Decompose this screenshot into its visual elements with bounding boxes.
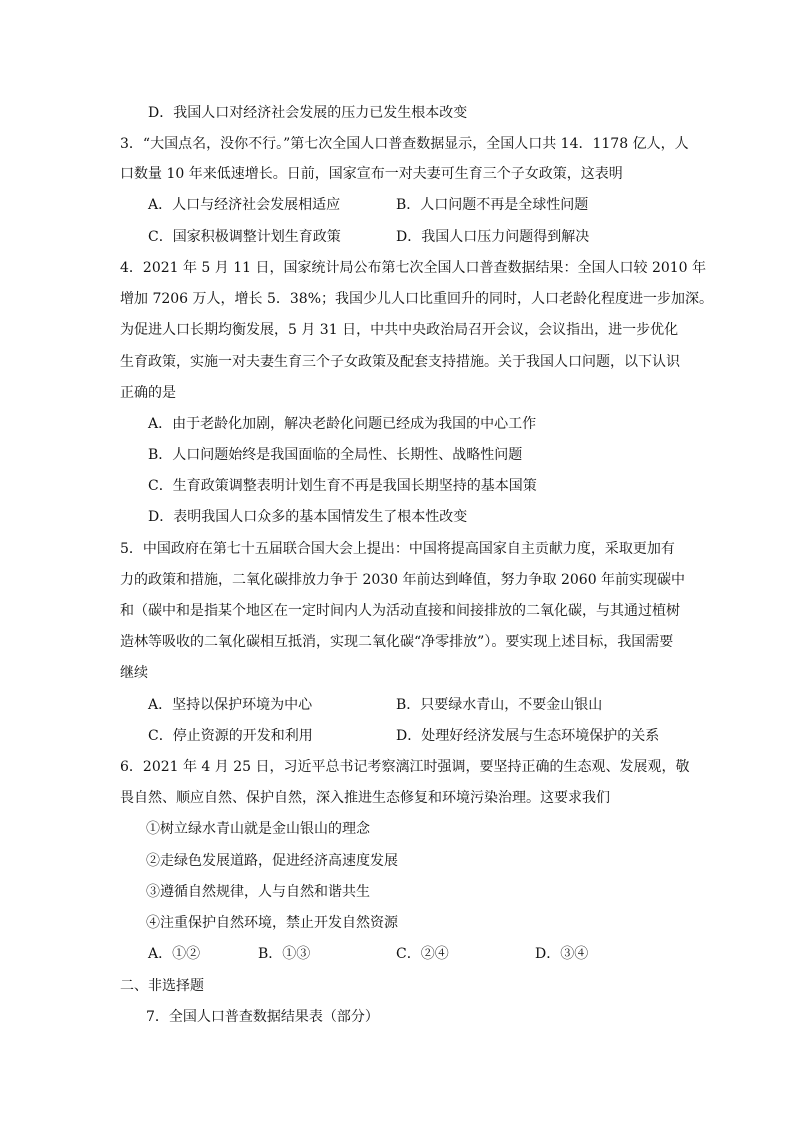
q6-option-c: C．②④ (396, 946, 449, 962)
q6-stem-line2: 畏自然、顺应自然、保护自然，深入推进生态修复和环境污染治理。这要求我们 (120, 790, 610, 806)
q6-item-3: ③遵循自然规律，人与自然和谐共生 (146, 884, 370, 900)
q4-stem-line5: 正确的是 (120, 385, 176, 401)
q6-option-a: A．①② (148, 946, 201, 962)
q5-option-b: B．只要绿水青山，不要金山银山 (396, 697, 603, 713)
q7-stem: 7．全国人口普查数据结果表（部分） (146, 1009, 379, 1025)
q5-stem-line4: 造林等吸收的二氧化碳相互抵消，实现二氧化碳“净零排放”）。要实现上述目标，我国需要 (120, 634, 674, 650)
q5-option-a: A．坚持以保护环境为中心 (148, 697, 313, 713)
q5-stem-line1: 5．中国政府在第七十五届联合国大会上提出：中国将提高国家自主贡献力度，采取更加有 (120, 541, 675, 557)
q4-stem-line3: 为促进人口长期均衡发展，5 月 31 日，中共中央政治局召开会议，会议指出，进一步优化 (120, 322, 679, 338)
q3-option-b: B．人口问题不再是全球性问题 (396, 197, 589, 213)
q4-stem-line2: 增加 7206 万人，增长 5．38%；我国少儿人口比重回升的同时，人口老龄化程度进一步加深。 (120, 291, 714, 307)
q6-stem-line1: 6．2021 年 4 月 25 日，习近平总书记考察漓江时强调，要坚持正确的生态观、发展观，敬 (120, 759, 690, 775)
q4-option-a: A．由于老龄化加剧，解决老龄化问题已经成为我国的中心工作 (148, 416, 537, 432)
q5-option-c: C．停止资源的开发和利用 (148, 728, 313, 744)
prev-option-d: D．我国人口对经济社会发展的压力已发生根本改变 (148, 105, 468, 121)
section-heading: 二、非选择题 (120, 978, 204, 994)
q6-item-1: ①树立绿水青山就是金山银山的理念 (146, 821, 370, 837)
q6-item-2: ②走绿色发展道路，促进经济高速度发展 (146, 853, 398, 869)
q6-item-4: ④注重保护自然环境，禁止开发自然资源 (146, 915, 398, 931)
q4-stem-line1: 4．2021 年 5 月 11 日，国家统计局公布第七次全国人口普查数据结果：全国人口较 2010 年 (120, 260, 707, 276)
q4-option-d: D．表明我国人口众多的基本国情发生了根本性改变 (148, 509, 468, 525)
q5-stem-line3: 和（碳中和是指某个地区在一定时间内人为活动直接和间接排放的二氧化碳，与其通过植树 (120, 603, 680, 619)
q3-option-c: C．国家积极调整计划生育政策 (148, 229, 341, 245)
q5-stem-line2: 力的政策和措施，二氧化碳排放力争于 2030 年前达到峰值，努力争取 2060 年前实现碳中 (120, 572, 686, 588)
q3-stem-line2: 口数量 10 年来低速增长。日前，国家宣布一对夫妻可生育三个子女政策，这表明 (120, 166, 623, 182)
q5-option-d: D．处理好经济发展与生态环境保护的关系 (396, 728, 660, 744)
q4-option-b: B．人口问题始终是我国面临的全局性、长期性、战略性问题 (148, 447, 523, 463)
q4-stem-line4: 生育政策，实施一对夫妻生育三个子女政策及配套支持措施。关于我国人口问题，以下认识 (120, 354, 680, 370)
q3-option-d: D．我国人口压力问题得到解决 (396, 229, 590, 245)
q3-stem-line1: 3．“大国点名，没你不行。”第七次全国人口普查数据显示，全国人口共 14．1178 亿人，人 (120, 136, 689, 152)
q5-stem-line5: 继续 (120, 665, 148, 681)
q4-option-c: C．生育政策调整表明计划生育不再是我国长期坚持的基本国策 (148, 478, 537, 494)
q3-option-a: A．人口与经济社会发展相适应 (148, 197, 341, 213)
q6-option-d: D．③④ (535, 946, 589, 962)
q6-option-b: B．①③ (258, 946, 311, 962)
